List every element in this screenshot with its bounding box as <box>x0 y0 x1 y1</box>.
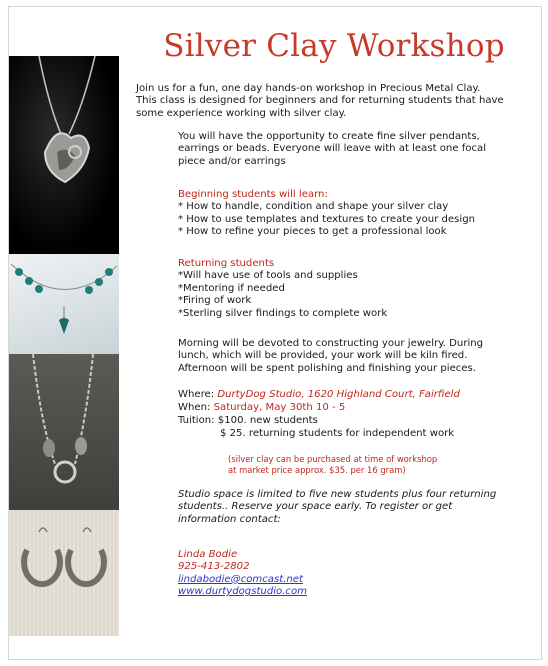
closing-line: students.. Reserve your space early. To register or get <box>178 501 453 513</box>
beginning-item: * How to use templates and textures to create your design <box>178 213 476 225</box>
intro-paragraph <box>136 83 536 120</box>
closing-line: information contact: <box>178 513 281 525</box>
contact-phone: 925-413-2802 <box>178 561 250 573</box>
beginning-item: * How to handle, condition and shape your silver clay <box>178 201 449 213</box>
where-label: Where: <box>178 389 215 400</box>
returning-section <box>178 258 538 320</box>
email-link[interactable]: lindabodie@comcast.net <box>178 573 303 585</box>
returning-item: *Will have use of tools and supplies <box>178 270 358 282</box>
beginning-section <box>178 189 538 239</box>
contact-name: Linda Bodie <box>178 549 238 560</box>
opportunity-line: piece and/or earrings <box>178 155 286 167</box>
opportunity-paragraph <box>178 131 538 168</box>
turquoise-necklace-photo <box>9 254 119 354</box>
schedule-line: Morning will be devoted to constructing your jewelry. During <box>178 338 484 349</box>
intro-line: This class is designed for beginners and for returning students that have <box>136 95 504 107</box>
schedule-paragraph <box>178 338 538 375</box>
returning-item: *Mentoring if needed <box>178 282 285 294</box>
returning-item: *Firing of work <box>178 295 252 307</box>
event-details <box>178 388 538 440</box>
clay-purchase-note <box>228 454 528 476</box>
opportunity-line: You will have the opportunity to create fine silver pendants, <box>178 131 480 142</box>
intro-line: Join us for a fun, one day hands-on workshop in Precious Metal Clay. <box>136 83 481 94</box>
closing-paragraph <box>178 489 538 526</box>
tuition-label: Tuition: <box>178 415 215 426</box>
returning-item: *Sterling silver findings to complete work <box>178 307 388 319</box>
closing-line: Studio space is limited to five new students plus four returning <box>178 489 497 500</box>
beginning-item: * How to refine your pieces to get a professional look <box>178 226 447 238</box>
where-value: DurtyDog Studio, 1620 Highland Court, Fairfield <box>217 389 460 400</box>
tuition-new: $100. new students <box>217 415 318 426</box>
intro-line: some experience working with silver clay. <box>136 107 347 119</box>
website-link[interactable]: www.durtydogstudio.com <box>178 586 307 598</box>
returning-heading: Returning students <box>178 258 275 269</box>
beginning-heading: Beginning students will learn: <box>178 189 328 200</box>
silver-chain-necklace-photo <box>9 354 119 510</box>
hoop-earrings-photo <box>9 510 119 636</box>
contact-block <box>178 549 538 599</box>
note-line: at market price approx. $35. per 16 gram) <box>228 465 406 475</box>
when-label: When: <box>178 402 211 413</box>
silver-pendant-photo <box>9 56 119 254</box>
schedule-line: Afternoon will be spent polishing and finishing your pieces. <box>178 362 477 374</box>
opportunity-line: earrings or beads. Everyone will leave with at least one focal <box>178 143 487 155</box>
schedule-line: lunch, which will be provided, your work will be kiln fired. <box>178 350 468 362</box>
page-title: Silver Clay Workshop <box>163 28 505 64</box>
tuition-returning: $ 25. returning students for independent work <box>220 428 455 439</box>
note-line: (silver clay can be purchased at time of workshop <box>228 454 438 464</box>
when-value: Saturday, May 30th 10 - 5 <box>213 402 346 413</box>
